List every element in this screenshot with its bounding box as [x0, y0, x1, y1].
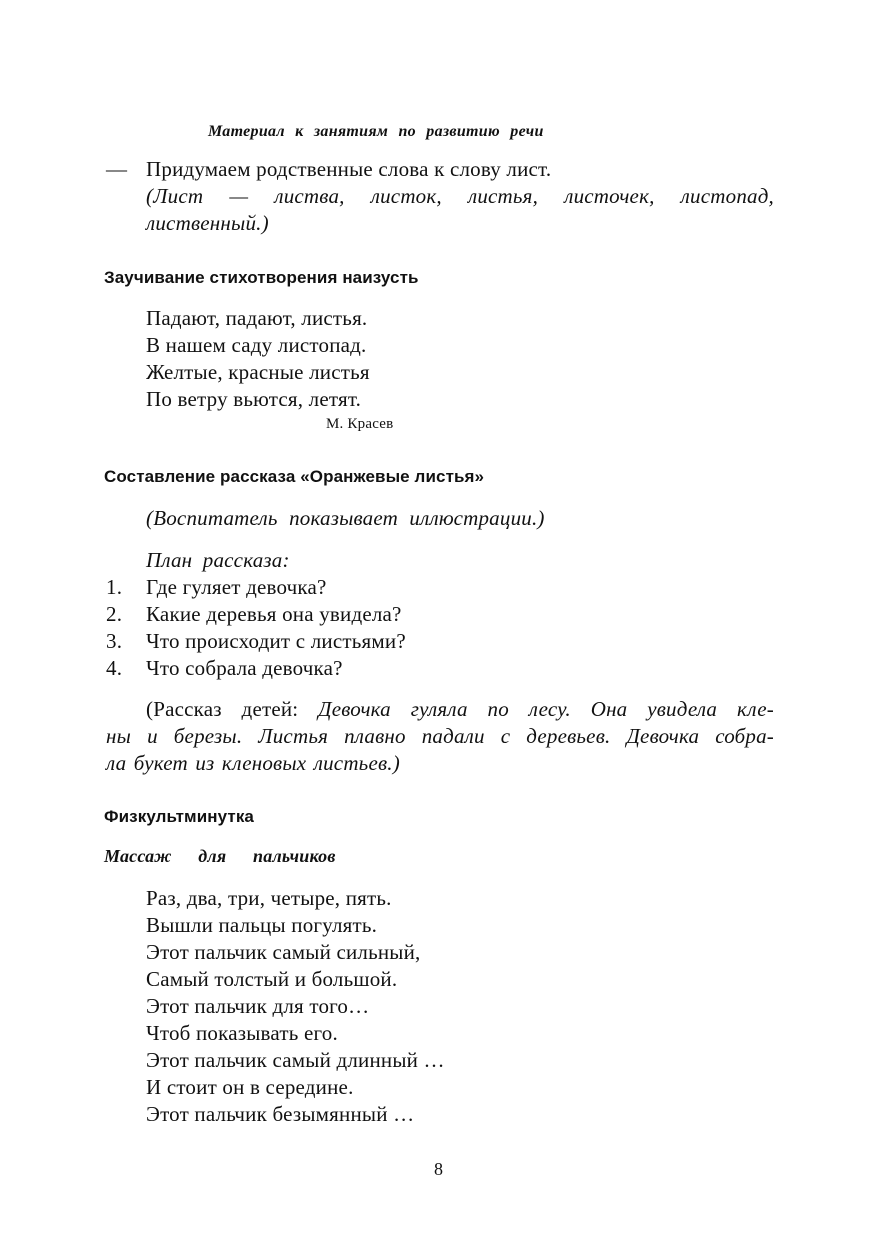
section-heading-memorize: Заучивание стихотворения наизусть	[104, 268, 419, 287]
poem1-line: По ветру вьются, летят.	[146, 387, 362, 411]
page-number: 8	[434, 1159, 444, 1179]
poem2-line: Раз, два, три, четыре, пять.	[146, 886, 392, 910]
poem1-line: В нашем саду листопад.	[146, 333, 367, 357]
poem1-line: Падают, падают, листья.	[146, 306, 368, 330]
section-heading-story: Составление рассказа «Оранжевые листья»	[104, 467, 485, 486]
poem2-line: Этот пальчик для того…	[146, 994, 370, 1018]
story-line-3: ла букет из кленовых листьев.)	[106, 751, 400, 775]
story-line-1	[146, 697, 774, 722]
plan-item-text: Что происходит с листьями?	[146, 629, 406, 653]
poem2-line: Этот пальчик безымянный …	[146, 1102, 415, 1126]
poem1-line: Желтые, красные листья	[146, 360, 370, 384]
poem2-line: И стоит он в середине.	[146, 1075, 354, 1099]
poem2-line: Чтоб показывать его.	[146, 1021, 338, 1045]
story-line-2: ны и березы. Листья плавно падали с деревьев. Девочка собра-	[106, 724, 774, 748]
intro-question: Придумаем родственные слова к слову лист.	[146, 157, 552, 181]
story-text: Девочка гуляла по лесу. Она увидела кле-	[318, 697, 774, 721]
plan-item-number: 4.	[106, 656, 123, 680]
teacher-note: (Воспитатель показывает иллюстрации.)	[146, 506, 545, 530]
intro-answer-line-2: лиственный.)	[146, 211, 269, 235]
poem2-line: Этот пальчик самый длинный …	[146, 1048, 445, 1072]
intro-answer-line-1: (Лист — листва, листок, листья, листочек, листопад,	[146, 184, 774, 208]
poem2-line: Самый толстый и большой.	[146, 967, 398, 991]
plan-item-text: Где гуляет девочка?	[146, 575, 327, 599]
poem1-author: М. Красев	[326, 416, 394, 432]
list-dash: —	[106, 157, 128, 181]
section-heading-exercise: Физкультминутка	[104, 807, 254, 826]
plan-item-text: Какие деревья она увидела?	[146, 602, 402, 626]
poem2-line: Вышли пальцы погулять.	[146, 913, 378, 937]
plan-item-number: 3.	[106, 629, 123, 653]
poem2-line: Этот пальчик самый сильный,	[146, 940, 421, 964]
plan-title: План рассказа:	[146, 548, 290, 572]
running-head: Материал к занятиям по развитию речи	[208, 123, 544, 140]
massage-subheading: Массаж для пальчиков	[104, 846, 336, 866]
story-prefix: (Рассказ детей:	[146, 697, 319, 721]
plan-item-number: 1.	[106, 575, 123, 599]
plan-item-number: 2.	[106, 602, 123, 626]
plan-item-text: Что собрала девочка?	[146, 656, 343, 680]
